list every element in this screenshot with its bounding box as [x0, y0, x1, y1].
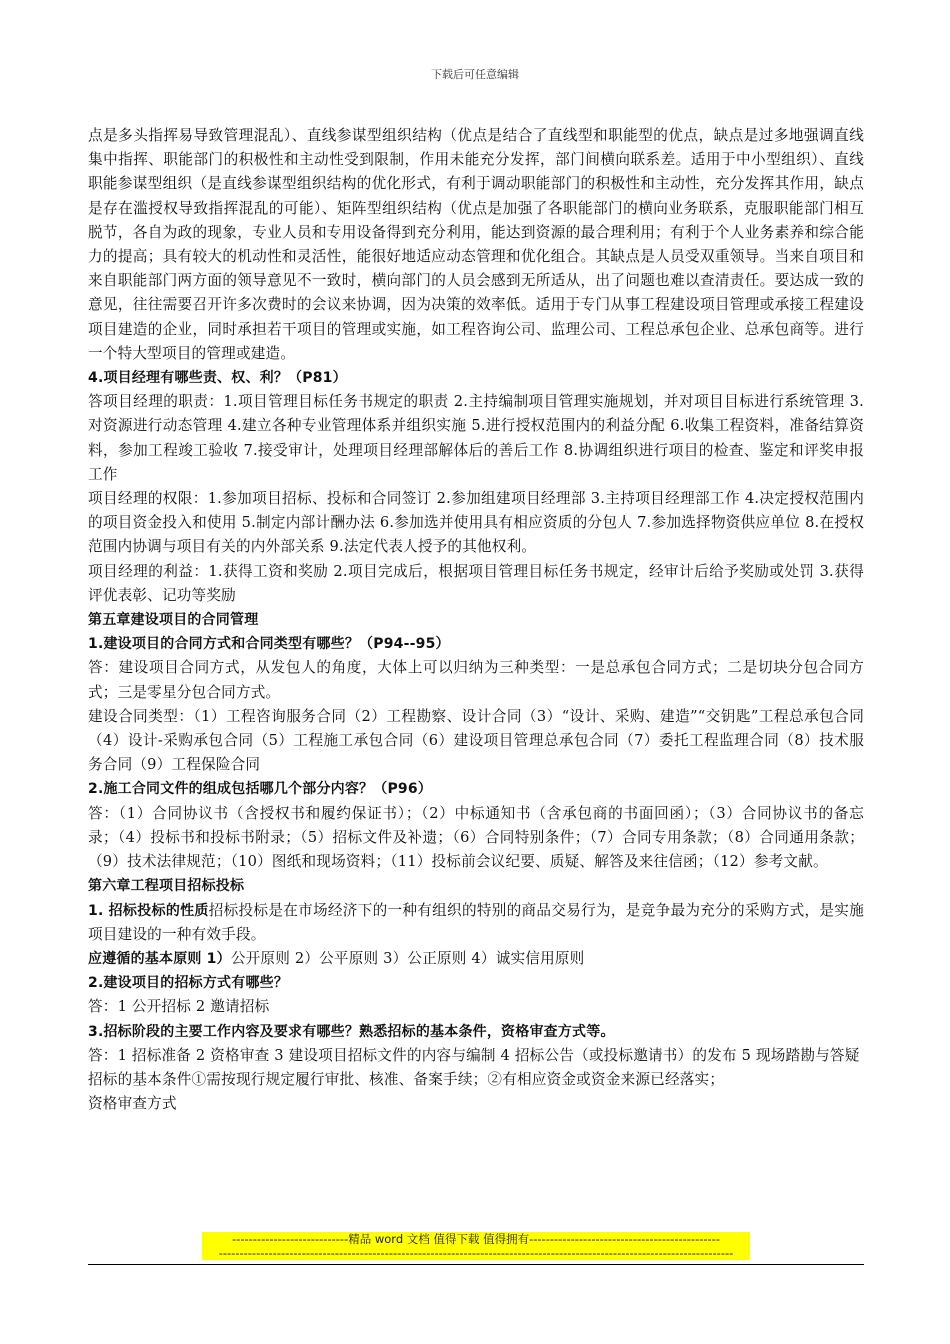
- paragraph: 建设合同类型：（1）工程咨询服务合同（2）工程勘察、设计合同（3）“设计、采购、建造”“交钥匙”工程总承包合同（4）设计-采购承包合同（5）工程施工承包合同（6）建设项目管理总承包合同（7）委托工程监理合同（8）技术服务合同（9）工程保险合同: [88, 707, 864, 774]
- section-heading: 2.建设项目的招标方式有哪些？: [88, 975, 289, 992]
- paragraph: 答：1 公开招标 2 邀请招标: [88, 998, 270, 1016]
- section-heading: 3.招标阶段的主要工作内容及要求有哪些？熟悉招标的基本条件，资格审查方式等。: [88, 1023, 615, 1040]
- section-heading: 4.项目经理有哪些责、权、利？（P81）: [88, 370, 347, 387]
- inline-heading: 应遵循的基本原则 1）: [88, 950, 231, 967]
- paragraph: 资格审查方式: [88, 1095, 177, 1113]
- paragraph: 答：建设项目合同方式，从发包人的角度，大体上可以归纳为三种类型：一是总承包合同方式；二是切块分包合同方式；三是零星分包合同方式。: [88, 659, 864, 701]
- chapter-heading: 第五章建设项目的合同管理: [88, 612, 259, 629]
- footer-banner: ----------------------------精品 word 文档 值得下载 值得拥有----------------------------------------------: [202, 1232, 750, 1246]
- paragraph: 招标的基本条件①需按现行规定履行审批、核准、备案手续；②有相应资金或资金来源已经落实；: [88, 1070, 725, 1088]
- footer-rule: [88, 1264, 864, 1265]
- paragraph: 项目经理的权限：1.参加项目招标、投标和合同签订 2.参加组建项目经理部 3.主持项目经理部工作 4.决定授权范围内的项目资金投入和使用 5.制定内部计酬办法 6.参加选并使用具有相应资质的分包人 7.参加选择物资供应单位 8.在授权范围内协调与项目有关的内外部关系 9.法定代表人授予的其他权利。: [88, 490, 864, 556]
- document-body: [88, 124, 864, 1116]
- paragraph: 答：（1）合同协议书（含授权书和履约保证书）；（2）中标通知书（含承包商的书面回函）；（3）合同协议书的备忘录；（4）投标书和投标书附录；（5）招标文件及补遗；（6）合同特别条件；（7）合同专用条款；（8）合同通用条款；（9）技术法律规范；（10）图纸和现场资料；（11）投标前会议纪要、质疑、解答及来往信函；（12）参考文献。: [88, 804, 864, 871]
- paragraph: 项目经理的利益：1.获得工资和奖励 2.项目完成后，根据项目管理目标任务书规定，经审计后给予奖励或处罚 3.获得评优表彰、记功等奖励: [88, 562, 864, 604]
- chapter-heading: 第六章工程项目招标投标: [88, 878, 245, 895]
- page-header: 下载后可任意编辑: [431, 68, 519, 81]
- section-heading: 2.施工合同文件的组成包括哪几个部分内容？（P96）: [88, 781, 433, 798]
- footer-banner-dashes: ----------------------------------------------------------------------------------------------------------------------------: [202, 1246, 750, 1260]
- inline-heading: 1. 招标投标的性质: [88, 902, 209, 919]
- paragraph-text: 招标投标是在市场经济下的一种有组织的特别的商品交易行为，是竞争最为充分的采购方式，是实施项目建设的一种有效手段。: [88, 901, 865, 943]
- section-heading: 1.建设项目的合同方式和合同类型有哪些？（P94--95）: [88, 636, 450, 653]
- paragraph-text: 公开原则 2）公平原则 3）公正原则 4）诚实信用原则: [230, 949, 585, 967]
- paragraph: 答项目经理的职责：1.项目管理目标任务书规定的职责 2.主持编制项目管理实施规划，并对项目目标进行系统管理 3.对资源进行动态管理 4.建立各种专业管理体系并组织实施 5.进行授权范围内的利益分配 6.收集工程资料，准备结算资料，参加工程竣工验收 7.接受审计，处理项目经理部解体后的善后工作 8.协调组织进行项目的检查、鉴定和评奖申报工作: [88, 393, 864, 483]
- paragraph: 点是多头指挥易导致管理混乱）、直线参谋型组织结构（优点是结合了直线型和职能型的优点，缺点是过多地强调直线集中指挥、职能部门的积极性和主动性受到限制，作用未能充分发挥，部门间横向联系差。适用于中小型组织）、直线职能参谋型组织（是直线参谋型组织结构的优化形式，有利于调动职能部门的积极性和主动性，充分发挥其作用，缺点是存在滥授权导致指挥混乱的可能）、矩阵型组织结构（优点是加强了各职能部门的横向业务联系，克服职能部门相互脱节，各自为政的现象，专业人员和专用设备得到充分利用，能达到资源的最合理利用；有利于个人业务素养和综合能力的提高；具有较大的机动性和灵活性，能很好地适应动态管理和优化组合。其缺点是人员受双重领导。当来自项目和来自职能部门两方面的领导意见不一致时，横向部门的人员会感到无所适从，出了问题也难以查清责任。要达成一致的意见，往往需要召开许多次费时的会议来协调，因为决策的效率低。适用于专门从事工程建设项目管理或承接工程建设项目建造的企业，同时承担若干项目的管理或实施，如工程咨询公司、监理公司、工程总承包企业、总承包商等。进行一个特大型项目的管理或建造。: [88, 127, 864, 362]
- paragraph: 答：1 招标准备 2 资格审查 3 建设项目招标文件的内容与编制 4 招标公告（或投标邀请书）的发布 5 现场踏勘与答疑: [88, 1046, 860, 1064]
- paragraph: [88, 947, 864, 971]
- paragraph: [88, 899, 864, 947]
